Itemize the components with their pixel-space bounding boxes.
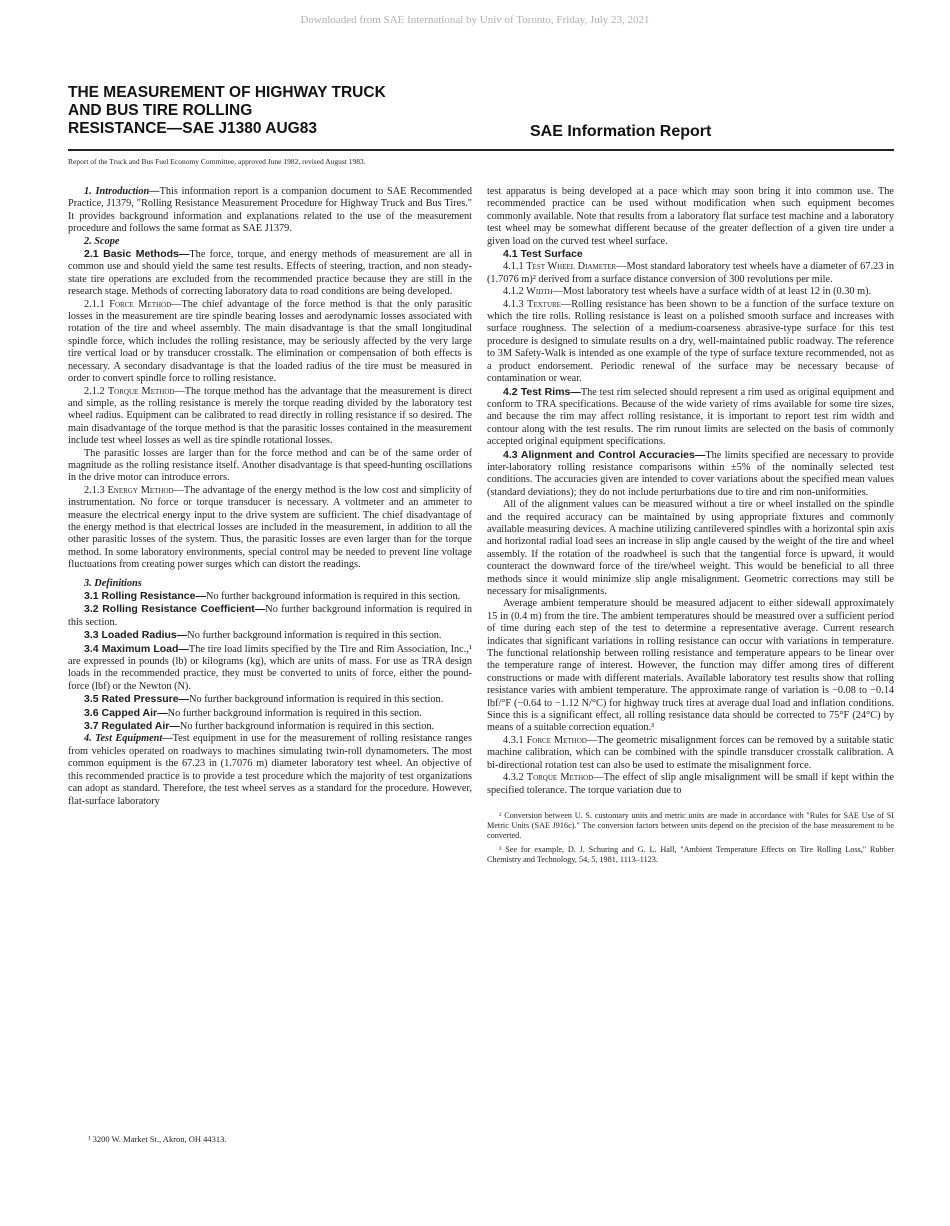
title-line-3: RESISTANCE—SAE J1380 AUG83 xyxy=(68,120,317,137)
header-divider xyxy=(68,149,894,151)
paragraph-4-3-1: 4.3.1 Force Method—The geometric misalignment forces can be removed by a suitable static machine calibration, which can be combined with the spindle transducer crosstalk calibration. A bi-directional rotation test can also be used to estimate the misalignment force. xyxy=(487,734,894,771)
paragraph-2-1: 2.1 Basic Methods—The force, torque, and energy methods of measurement are all in common use and should yield the same test results. Effects of steering, traction, and non steady-state tire operations are excluded from the recommended practice because they are still in the research stage. Methods of correcting laboratory data to road conditions are being developed. xyxy=(68,248,472,298)
section-heading-scope: 2. Scope xyxy=(84,235,120,247)
paragraph-4-3-2: 4.3.2 Torque Method—The effect of slip angle misalignment will be small if kept within the specified tolerance. The torque variation due to xyxy=(487,772,894,796)
title-line-2: AND BUS TIRE ROLLING xyxy=(68,102,253,119)
paragraph-3-1: 3.1 Rolling Resistance—No further background information is required in this section. xyxy=(84,590,461,602)
title-line-1: THE MEASUREMENT OF HIGHWAY TRUCK xyxy=(68,84,386,101)
approval-note: Report of the Truck and Bus Fuel Economy Committee, approved June 1982, revised August 1983. xyxy=(68,157,366,166)
document-title xyxy=(68,84,448,138)
footnotes-right xyxy=(487,811,894,865)
paragraph-3-7: 3.7 Regulated Air—No further background information is required in this section. xyxy=(84,720,435,733)
paragraph-alignment: All of the alignment values can be measured without a tire or wheel installed on the spindle and the required accuracy can be maintained by using appropriate fixtures and commonly available measuring devices. A machine utilizing cantilevered spindles with a horizontal spin axis and horizontal radial load sees an increase in slip angle caused by the weight of the tire and wheel assembly. If the rotation of the roadwheel is such that the tangential force is upward, it would counteract the downward force of the tire/wheel weight. This would be beneficial to all three methods since it would minimize slip angle misalignment. Geometric corrections may still be necessary for misalignments. xyxy=(487,499,894,597)
paragraph-4-continued: test apparatus is being developed at a pace which may soon bring it into common use. The recommended practice can be used without modification when such equipment becomes commonly available. Note that results from a laboratory flat surface test machine and a laboratory test wheel may be somewhat different because of the greater deflection of a given tire under a given load on the curved test wheel surface. xyxy=(487,186,894,247)
section-heading-4-1: 4.1 Test Surface xyxy=(503,248,583,261)
paragraph-introduction: 1. Introduction—This information report is a companion document to SAE Recommended Practice, J1379, "Rolling Resistance Measurement Procedure for Highway Truck and Bus Tires." It provides background information and explanations related to the use of the measurement procedure and follows the same format as SAE J1379. xyxy=(68,186,472,235)
footnote-2: ² Conversion between U. S. customary units and metric units are made in accordance with "Rules for SAE Use of SI Metric Units (SAE J916c)." The conversion factors between units depend on the precision of the base measurement to be converted. xyxy=(487,810,894,841)
paragraph-4-1-2: 4.1.2 Width—Most laboratory test wheels have a surface width of at least 12 in (0.30 m). xyxy=(503,286,872,298)
footnote-1: ¹ 3200 W. Market St., Akron, OH 44313. xyxy=(88,1134,227,1144)
paragraph-4-2: 4.2 Test Rims—The test rim selected should represent a rim used as original equipment and conform to TRA specifications. Because of the wide variety of rims available for some tire sizes, and because the rim may affect rolling resistance, it is important to report test rim width and contour along with the test results. The rim runout limits are selected on the basis of commonly accepted original equipment specifications. xyxy=(487,385,895,448)
paragraph-3-2: 3.2 Rolling Resistance Coefficient—No further background information is required in this section. xyxy=(68,603,472,628)
paragraph-4-1-3: 4.1.3 Texture—Rolling resistance has been shown to be a function of the surface texture on which the tire rolls. Rolling resistance is least on a polished smooth surface and increases with surface roughness. The selection of a medium-coarseness abrasive-type surface for this test procedure is designed to simulate results on a dry, well-maintained public roadway. The reference to 3M Safety-Walk is intended as one example of the type of surface texture recommended, not as a product endorsement. Periodic renewal of the surface may be necessary because of contamination or wear. xyxy=(487,298,894,385)
paragraph-2-1-2: 2.1.2 Torque Method—The torque method has the advantage that the measurement is direct and simple, as the rolling resistance is merely the torque reading divided by the laboratory test wheel radius. Equipment can be calibrated to read directly in rolling resistance if so desired. The main disadvantage of the torque method is that the parasitic losses contained in the measurement include test wheel losses as well as tire spindle rotational losses. xyxy=(68,385,472,447)
paragraph-4-1-1: 4.1.1 Test Wheel Diameter—Most standard laboratory test wheels have a diameter of 67.23 in (1.7076 m)² derived from a surface distance conversion of 300 revolutions per mile. xyxy=(487,261,895,285)
paragraph-temperature: Average ambient temperature should be measured adjacent to either sidewall approximately 15 in (0.4 m) from the tire. The ambient temperatures should be measured over a sufficient period of time during each step of the test to determine a representative average. Current research indicates that significant variations in rolling resistance can occur with variations in temperature. The functional relationship between rolling resistance and temperature appears to be linear over the temperature range of interest. However, the function may differ among tires of different constructions or made with different materials. Available laboratory test results show that rolling resistance varies with ambient temperature. The approximate range of variation is −0.08 to −0.14 lbf/°F (−0.64 to −1.12 N/°C) for highway truck tires at average dual load and inflation conditions. Since this is a significant effect, all rolling resistance data should be corrected to 75°F (24°C) by means of a suitable correction equation.³ xyxy=(487,598,894,734)
download-banner: Downloaded from SAE International by Univ of Toronto, Friday, July 23, 2021 xyxy=(300,14,650,26)
paragraph-2-1-1: 2.1.1 Force Method—The chief advantage of the force method is that the only parasitic losses in the measurement are tire spindle bearing losses and aerodynamic losses associated with rotation of the tire and wheel assembly. The main disadvantage is that the small longitudinal spindle force, which includes the rolling resistance, may be seriously affected by the very large tire vertical load or by transducer crosstalk. The elimination or compensation of both effects is necessary. A secondary disadvantage is that the loaded radius of the tire must be measured in order to convert spindle force to rolling resistance. xyxy=(68,298,472,385)
paragraph-3-3: 3.3 Loaded Radius—No further background information is required in this section. xyxy=(84,629,442,642)
paragraph-4-3: 4.3 Alignment and Control Accuracies—The limits specified are necessary to provide inter-laboratory rolling resistance comparisons within ±5% of the nominally selected test conditions. The accuracies given are intended to cover variations about the specified mean values (standard deviations); they do not include perturbations due to tire and rim non-uniformities. xyxy=(487,448,894,498)
right-column xyxy=(487,186,894,865)
report-type: SAE Information Report xyxy=(530,123,712,140)
section-heading-definitions: 3. Definitions xyxy=(84,577,142,589)
left-column xyxy=(68,186,472,808)
paragraph-2-1-2-continued: The parasitic losses are larger than for the force method and can be of the same order of magnitude as the rolling resistance itself. Another disadvantage is that speed-hunting oscillations in the drive motor can introduce errors. xyxy=(68,447,472,484)
paragraph-4: 4. Test Equipment—Test equipment in use for the measurement of rolling resistance ranges from vehicles operated on roadways to machines simulating twin-roll dynamometers. The most common equipment is the 67.23 in (1.7076 m) diameter laboratory test wheel. An objective of this recommended practice is to provide a test procedure which the majority of test organizations can adopt as standard. Therefore, the test wheel serves as a standard for the procedure. However, flat-surface laboratory xyxy=(68,733,472,807)
paragraph-2-1-3: 2.1.3 Energy Method—The advantage of the energy method is the low cost and simplicity of instrumentation. No force or torque transducer is necessary. A voltmeter and an ammeter to measure the electrical energy input to the drive system are sufficient. The chief disadvantage of the energy method is that electrical losses are included in the measurement, in addition to all the other parasitic losses of the system. Thus, the parasitic losses are even larger than for the torque method. In some laboratory environments, special control may be needed to prevent line voltage fluctuations from creating power surges which can distort the readings. xyxy=(68,484,472,571)
footnote-3: ³ See for example, D. J. Schuring and G. L. Hall, "Ambient Temperature Effects on Tire Rolling Loss," Rubber Chemistry and Technology, 54, 5, 1981, 1113–1123. xyxy=(487,844,894,864)
paragraph-3-6: 3.6 Capped Air—No further background information is required in this section. xyxy=(84,706,422,719)
paragraph-3-4: 3.4 Maximum Load—The tire load limits specified by the Tire and Rim Association, Inc.,¹ are expressed in pounds (lb) or kilograms (kg), which are units of mass. For use as TRA design loads in the recommended practice, they must be converted to units of force, either the pound-force (lbf) or the Newton (N). xyxy=(68,642,472,692)
paragraph-3-5: 3.5 Rated Pressure—No further background information is required in this section. xyxy=(84,693,444,706)
